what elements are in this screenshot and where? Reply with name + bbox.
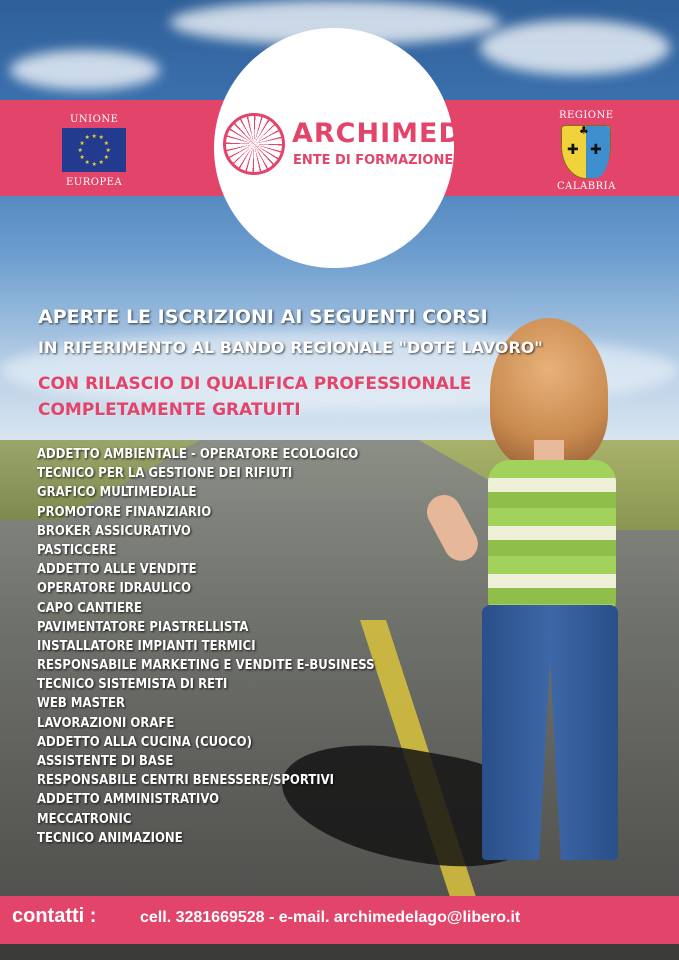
course-item: PROMOTORE FINANZIARIO [37,504,212,520]
cross-icon: ✚ [567,142,579,158]
course-item: ADDETTO AMMINISTRATIVO [37,792,220,808]
headline-line-4: COMPLETAMENTE GRATUITI [38,400,301,420]
star-icon: ★ [79,139,85,147]
course-item: TECNICO ANIMAZIONE [37,830,183,846]
course-item: ADDETTO ALLA CUCINA (CUOCO) [37,734,252,750]
star-icon: ★ [105,146,111,154]
eu-label-bottom: EUROPEA [66,177,123,188]
region-label-top: REGIONE [559,110,614,121]
course-item: MECCATRONIC [37,811,132,827]
course-item: CAPO CANTIERE [37,600,142,616]
star-icon: ★ [98,158,104,166]
course-item: GRAFICO MULTIMEDIALE [37,485,197,501]
child-arm-left [421,489,484,567]
course-item: ADDETTO ALLE VENDITE [37,562,197,578]
brand-name: ARCHIMEDE [292,118,482,149]
course-item: OPERATORE IDRAULICO [37,581,192,597]
course-item: PAVIMENTATORE PIASTRELLISTA [37,619,249,635]
star-icon: ★ [84,134,90,142]
region-label-bottom: CALABRIA [557,181,616,192]
bottom-strip [0,944,679,960]
eu-flag-icon [62,128,126,172]
child-figure [430,310,670,890]
course-item: ADDETTO AMBIENTALE - OPERATORE ECOLOGICO [37,447,359,462]
course-item: TECNICO PER LA GESTIONE DEI RIFIUTI [37,466,293,482]
headline-line-1: APERTE LE ISCRIZIONI AI SEGUENTI CORSI [38,306,488,328]
course-item: RESPONSABILE MARKETING E VENDITE E-BUSINESS [37,658,375,674]
course-item: PASTICCERE [37,542,117,558]
cloud [480,20,670,75]
headline-line-2: IN RIFERIMENTO AL BANDO REGIONALE "DOTE LAVORO" [38,338,543,357]
tree-icon: ♣ [579,124,589,137]
star-icon: ★ [84,158,90,166]
star-icon: ★ [103,153,109,161]
eu-label-top: UNIONE [70,114,119,125]
child-shirt [488,460,616,610]
course-item: LAVORAZIONI ORAFE [37,715,175,731]
course-item: WEB MASTER [37,696,125,712]
star-icon: ★ [91,160,97,168]
star-icon: ★ [98,134,104,142]
course-item: INSTALLATORE IMPIANTI TERMICI [37,638,256,654]
contact-details: cell. 3281669528 - e-mail. archimedelago@libero.it [140,909,521,926]
star-icon: ★ [77,146,83,154]
star-icon: ★ [103,139,109,147]
contact-label: contatti : [12,905,97,927]
cloud [10,50,160,90]
star-icon: ★ [91,132,97,140]
course-item: TECNICO SISTEMISTA DI RETI [37,677,228,693]
star-icon: ★ [79,153,85,161]
headline-line-3: CON RILASCIO DI QUALIFICA PROFESSIONALE [38,374,472,394]
child-jeans [482,605,618,860]
course-list [37,445,375,848]
course-item: BROKER ASSICURATIVO [37,523,191,539]
archimede-wheel-icon [223,113,285,175]
calabria-shield-icon [561,125,611,179]
brand-subtitle: ENTE DI FORMAZIONE [293,153,454,168]
course-item: ASSISTENTE DI BASE [37,754,174,769]
course-item: RESPONSABILE CENTRI BENESSERE/SPORTIVI [37,773,335,789]
cross-icon: ✚ [590,142,602,158]
